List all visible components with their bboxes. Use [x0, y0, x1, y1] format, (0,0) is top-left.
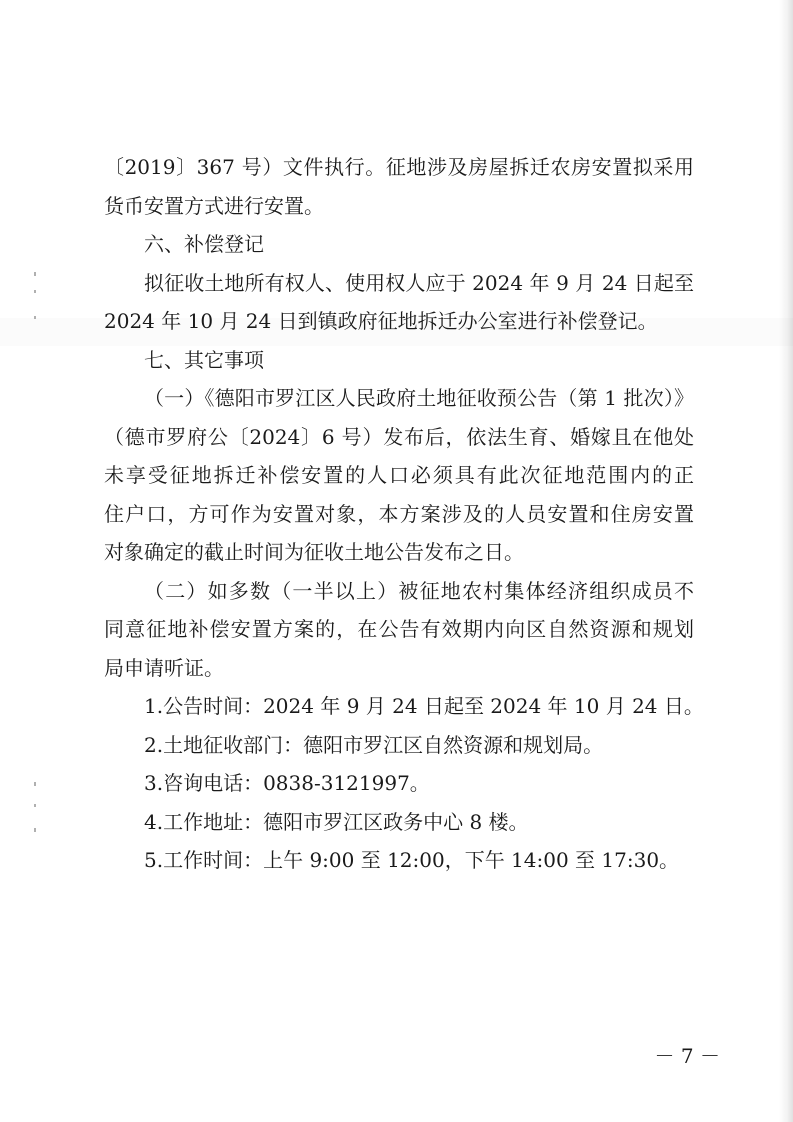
binding-hole-mark	[34, 272, 36, 276]
paragraph-line: 住户口，方可作为安置对象，本方案涉及的人员安置和住房安置	[104, 501, 694, 526]
scan-edge-shadow	[779, 0, 793, 1122]
paragraph-line: 对象确定的截止时间为征收土地公告发布之日。	[104, 540, 524, 564]
paragraph-line: （一）《德阳市罗江区人民政府土地征收预公告（第 1 批次）》	[144, 386, 694, 410]
paragraph-line: （二）如多数（一半以上）被征地农村集体经济组织成员不	[144, 578, 694, 603]
binding-hole-mark	[34, 804, 36, 807]
list-item: 3.咨询电话：0838-3121997。	[144, 771, 430, 795]
list-item: 2.土地征收部门：德阳市罗江区自然资源和规划局。	[144, 732, 604, 757]
binding-hole-mark	[34, 290, 36, 293]
paragraph-line: 货币安置方式进行安置。	[104, 193, 324, 218]
paragraph-line: 未享受征地拆迁补偿安置的人口必须具有此次征地范围内的正	[104, 463, 694, 487]
binding-hole-mark	[34, 828, 36, 832]
binding-hole-mark	[34, 316, 36, 319]
paragraph-line: 2024 年 10 月 24 日到镇政府征地拆迁办公室进行补偿登记。	[104, 309, 658, 333]
paragraph-line: 拟征收土地所有权人、使用权人应于 2024 年 9 月 24 日起至	[144, 270, 694, 295]
paragraph-line: 同意征地补偿安置方案的，在公告有效期内向区自然资源和规划	[104, 617, 694, 641]
page-number: － 7 －	[654, 1044, 720, 1068]
body-text	[104, 148, 704, 880]
paragraph-line: 〔2019〕367 号）文件执行。征地涉及房屋拆迁农房安置拟采用	[104, 155, 694, 179]
paragraph-line: （德市罗府公〔2024〕6 号）发布后，依法生育、婚嫁且在他处	[104, 424, 694, 449]
list-item: 4.工作地址：德阳市罗江区政务中心 8 楼。	[144, 809, 529, 834]
list-item: 1.公告时间：2024 年 9 月 24 日起至 2024 年 10 月 24 日。	[144, 694, 704, 718]
paragraph-line: 局申请听证。	[104, 655, 224, 680]
list-item: 5.工作时间：上午 9:00 至 12:00，下午 14:00 至 17:30。	[144, 848, 680, 872]
section-heading: 六、补偿登记	[144, 232, 264, 256]
binding-hole-mark	[34, 782, 36, 786]
section-heading: 七、其它事项	[144, 347, 264, 372]
